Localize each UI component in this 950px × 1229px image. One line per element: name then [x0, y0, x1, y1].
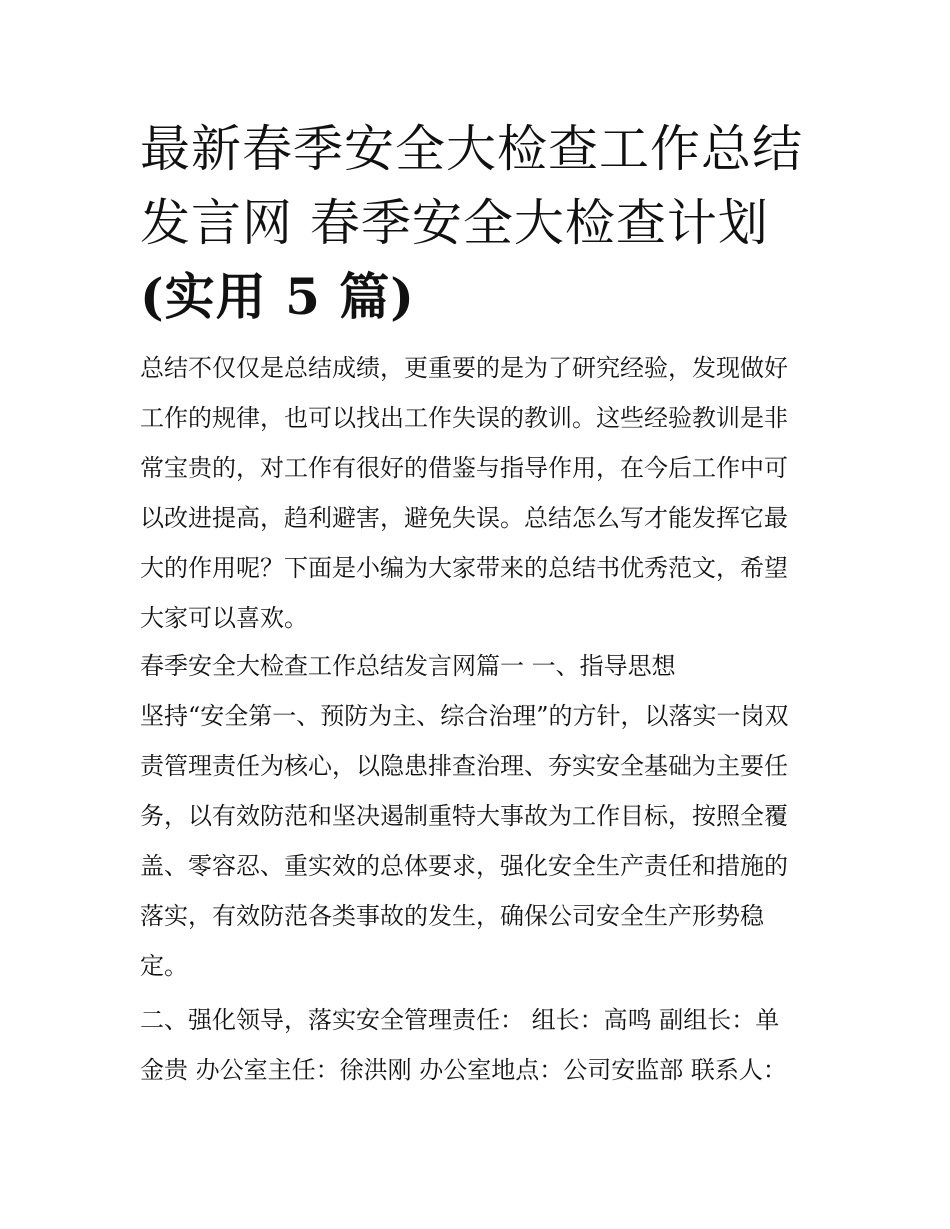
guiding-line-4: 盖、零容忍、重实效的总体要求，强化安全生产责任和措施的: [140, 852, 788, 880]
title-line-3: (实用 5 篇): [140, 267, 415, 326]
title-line-1: 最新春季安全大检查工作总结: [140, 120, 803, 178]
guiding-line-5: 落实，有效防范各类事故的发生，确保公司安全生产形势稳: [140, 902, 764, 930]
guiding-line-1: 坚持“安全第一、预防为主、综合治理”的方针，以落实一岗双: [140, 702, 789, 730]
intro-line-1: 总结不仅仅是总结成绩，更重要的是为了研究经验，发现做好: [140, 354, 788, 382]
document-title: [140, 112, 820, 334]
intro-line-5: 大的作用呢？下面是小编为大家带来的总结书优秀范文，希望: [140, 554, 788, 582]
intro-line-2: 工作的规律，也可以找出工作失误的教训。这些经验教训是非: [140, 404, 788, 432]
title-line-2: 发言网 春季安全大检查计划: [140, 194, 769, 252]
leadership-line-1: 二、强化领导，落实安全管理责任： 组长：高鸣 副组长：单: [140, 1006, 780, 1034]
intro-line-6: 大家可以喜欢。: [140, 604, 308, 632]
document-page: [140, 112, 820, 1095]
leadership-paragraph: [140, 995, 820, 1095]
leadership-line-2: 金贵 办公室主任：徐洪刚 办公室地点：公司安监部 联系人：: [140, 1056, 787, 1084]
section-heading: 春季安全大检查工作总结发言网篇一 一、指导思想: [140, 652, 676, 680]
intro-line-4: 以改进提高，趋利避害，避免失误。总结怎么写才能发挥它最: [140, 504, 788, 532]
guiding-line-3: 务，以有效防范和坚决遏制重特大事故为工作目标，按照全覆: [140, 802, 788, 830]
guiding-line-2: 责管理责任为核心，以隐患排查治理、夯实安全基础为主要任: [140, 752, 788, 780]
intro-paragraph: [140, 343, 820, 643]
guiding-paragraph: [140, 691, 820, 991]
intro-line-3: 常宝贵的，对工作有很好的借鉴与指导作用，在今后工作中可: [140, 454, 788, 482]
guiding-line-6: 定。: [140, 952, 188, 980]
